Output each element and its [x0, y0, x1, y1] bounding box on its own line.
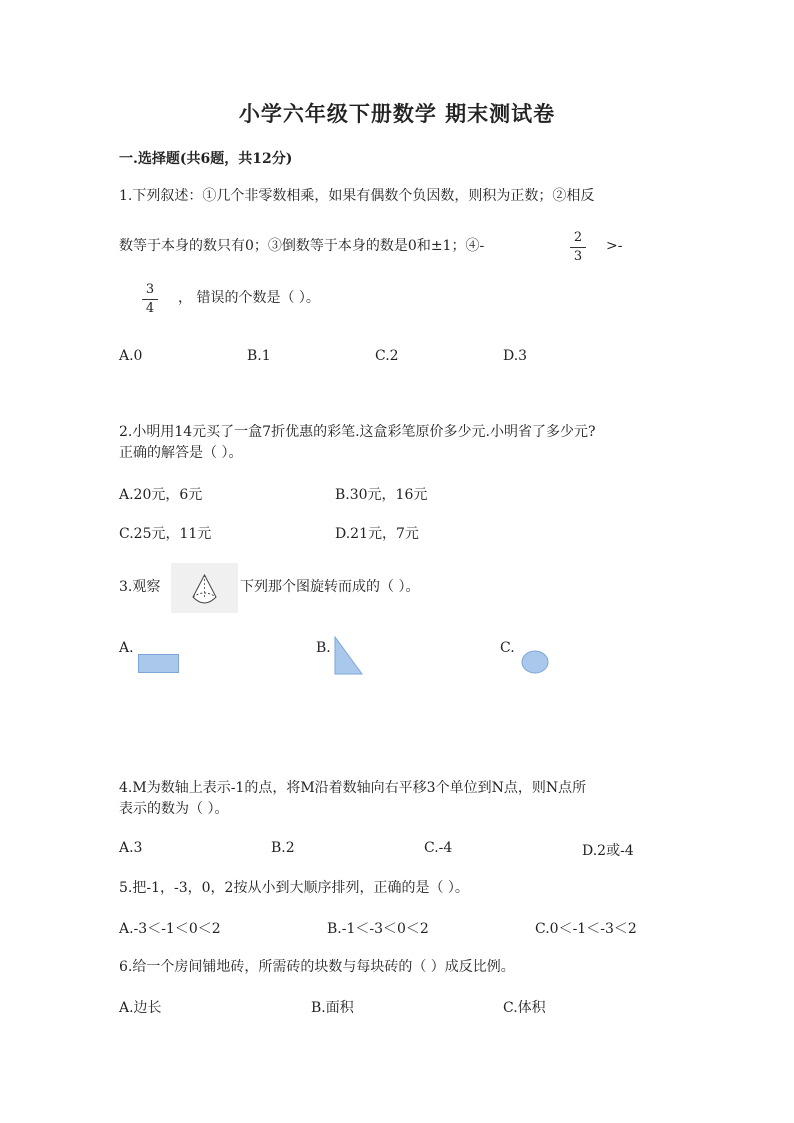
q1-line2: 数等于本身的数只有0；③倒数等于本身的数是0和±1；④-	[119, 238, 485, 254]
q2-option-d[interactable]: D.21元，7元	[335, 526, 419, 542]
q2-option-a[interactable]: A.20元，6元	[119, 487, 203, 503]
q3-option-c[interactable]: C.	[500, 640, 515, 656]
q2-line2: 正确的解答是（ ）。	[119, 445, 243, 461]
q6-option-b[interactable]: B.面积	[311, 1000, 354, 1016]
q4-option-d[interactable]: D.2或-4	[582, 843, 634, 859]
q2-line1: 2.小明用14元买了一盒7折优惠的彩笔.这盒彩笔原价多少元.小明省了多少元?	[119, 424, 596, 440]
section-heading: 一.选择题(共6题，共12分)	[119, 151, 293, 167]
q5-option-a[interactable]: A.-3＜-1＜0＜2	[119, 921, 221, 937]
q2-option-b[interactable]: B.30元，16元	[335, 487, 428, 503]
frac2-numerator: 3	[145, 282, 155, 297]
q1-fraction-three-quarters	[142, 282, 158, 317]
q3-option-a[interactable]: A.	[119, 640, 134, 656]
right-triangle-shape-icon[interactable]	[334, 636, 364, 676]
q3-option-b[interactable]: B.	[316, 640, 331, 656]
frac1-denominator: 3	[573, 249, 583, 264]
q5-line1: 5.把-1，-3，0，2按从小到大顺序排列，正确的是（ ）。	[119, 880, 469, 896]
cone-icon	[171, 563, 238, 613]
page-title: 小学六年级下册数学 期末测试卷	[238, 101, 556, 126]
q3-suffix: 下列那个图旋转而成的（ ）。	[240, 579, 420, 595]
q4-option-c[interactable]: C.-4	[424, 840, 453, 856]
circle-shape-icon[interactable]	[520, 649, 550, 675]
cone-figure	[171, 563, 238, 613]
q6-line1: 6.给一个房间铺地砖，所需砖的块数与每块砖的（ ）成反比例。	[119, 959, 515, 975]
q6-option-a[interactable]: A.边长	[119, 1000, 162, 1016]
q2-option-c[interactable]: C.25元，11元	[119, 526, 212, 542]
q6-option-c[interactable]: C.体积	[503, 1000, 546, 1016]
q1-option-c[interactable]: C.2	[375, 348, 399, 364]
frac2-denominator: 4	[145, 301, 155, 316]
q4-line1: 4.M为数轴上表示-1的点，将M沿着数轴向右平移3个单位到N点，则N点所	[119, 780, 587, 796]
q1-option-d[interactable]: D.3	[503, 348, 528, 364]
q4-line2: 表示的数为（ ）。	[119, 801, 229, 817]
q5-option-c[interactable]: C.0＜-1＜-3＜2	[535, 921, 637, 937]
frac1-numerator: 2	[573, 230, 583, 245]
q4-option-b[interactable]: B.2	[271, 840, 295, 856]
q1-greater-than: >-	[606, 238, 623, 254]
q5-option-b[interactable]: B.-1＜-3＜0＜2	[327, 921, 429, 937]
q1-tail: ， 错误的个数是（ ）。	[178, 290, 320, 306]
rectangle-shape-icon[interactable]	[138, 654, 180, 674]
q1-line1: 1.下列叙述：①几个非零数相乘，如果有偶数个负因数，则积为正数；②相反	[119, 188, 595, 204]
q1-option-a[interactable]: A.0	[119, 348, 143, 364]
q1-fraction-two-thirds	[570, 230, 586, 265]
q4-option-a[interactable]: A.3	[119, 840, 143, 856]
q3-prefix: 3.观察	[119, 579, 161, 595]
q1-option-b[interactable]: B.1	[247, 348, 271, 364]
